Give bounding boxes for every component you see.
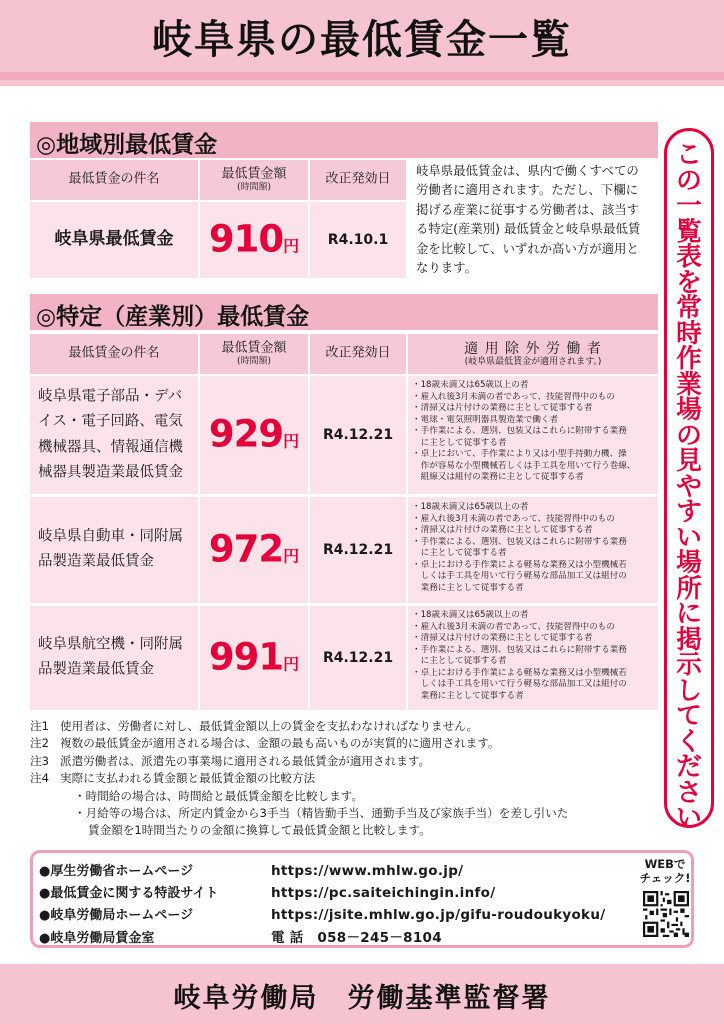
link-row-saiteichingin[interactable]: ●最低賃金に関する特設サイト https://pc.saiteichingin.info/	[39, 885, 496, 901]
note-detail: ・月給等の場合は、所定内賃金から3手当（精皆勤手当、通勤手当及び家族手当）を差し引いた	[74, 805, 569, 820]
specific-heading	[30, 294, 658, 330]
regional-date-cell: R4.10.1	[310, 202, 406, 278]
specific-col-wage: 最低賃金額 (時間額)	[200, 334, 308, 374]
regional-wage-cell	[200, 202, 308, 278]
note-item: 注2 複数の最低賃金が適用される場合は、金額の最も高いものが実質的に適用されます。	[30, 736, 500, 751]
wage-cell	[200, 606, 308, 710]
qr-label: WEBで チェック!	[639, 857, 691, 886]
footer-band	[0, 964, 724, 1024]
regional-name-cell: 岐阜県最低賃金	[30, 202, 198, 278]
title-band	[0, 0, 724, 86]
wage-cell	[200, 497, 308, 603]
exclusion-cell	[408, 497, 658, 603]
phone-number: 電 話 058－245－8104	[271, 930, 442, 946]
specific-col-name: 最低賃金の件名	[30, 334, 198, 374]
note-item: 注4 実際に支払われる賃金額と最低賃金額の比較方法	[30, 771, 316, 786]
link-row-gifu-roudoukyoku[interactable]: ●岐阜労働局ホームページ https://jsite.mhlw.go.jp/gifu-roudoukyoku/	[39, 907, 606, 923]
footer-text: 岐阜労働局 労働基準監督署	[173, 983, 551, 1014]
note-detail: ・時間給の場合は、時間給と最低賃金額を比較します。	[74, 788, 363, 803]
exclusion-cell	[408, 376, 658, 494]
industry-wage: 972円	[208, 527, 300, 571]
link-url[interactable]: https://www.mhlw.go.jp/	[271, 863, 464, 879]
regional-col-wage: 最低賃金額 (時間額)	[200, 160, 308, 200]
specific-col-exclusion: 適 用 除 外 労 働 者 (岐阜県最低賃金が適用されます。)	[408, 334, 658, 374]
regional-description: 岐阜県最低賃金は、県内で働くすべての 労働者に適用されます。ただし、下欄に 掲げる産業に従事する労働者は、該当す る特定(産業別) 最低賃金と岐阜県最低賃 金を比較して、いずれか高い方が適用と なります。	[416, 163, 641, 276]
date-cell: R4.12.21	[310, 497, 406, 603]
industry-name: 岐阜県航空機・同附属 品製造業最低賃金	[38, 636, 183, 678]
exclusion-list: ・18歳未満又は65歳以上の者 ・雇入れ後3月未満の者であって、技能習得中のもの ・清掃又は片付けの業務に主として従事する者 ・手作業による、選別、包装又はこれらに附帯する業務 に主として従事する者 ・卓上における手作業による軽易な業務又は小型機械若 しくは手工具を用いて行う軽易な部品加工又は組付の 業務に主として従事する者	[412, 502, 627, 593]
side-banner	[664, 128, 714, 833]
date-cell: R4.12.21	[310, 606, 406, 710]
note-item: 注3 派遣労働者は、派遣先の事業場に適用される最低賃金が適用されます。	[30, 753, 431, 768]
link-url[interactable]: https://pc.saiteichingin.info/	[271, 885, 496, 901]
table-row	[30, 376, 198, 494]
regional-col-name: 最低賃金の件名	[30, 160, 198, 200]
industry-wage: 991円	[208, 635, 300, 679]
side-banner-text: この一覧表を常時作業場の見やすい場所に掲示してください	[676, 140, 702, 833]
links-box	[30, 850, 694, 948]
note-detail: 賃金額を1時間当たりの金額に換算して最低賃金額と比較します。	[88, 823, 431, 838]
exclusion-list: ・18歳未満又は65歳以上の者 ・雇入れ後3月未満の者であって、技能習得中のもの ・清掃又は片付けの業務に主として従事する者 ・電球・電気照明器具製造業で働く者 ・手作業による、選別、包装又はこれらに附帯する業務 に主として従事する者 ・卓上において、手作業により又は小型手持動力機、操 作が容易な小型機械若しくは手工具を用いて行う巻線、 組線又は組付の業務に主として従事する者	[412, 380, 636, 483]
qr-code-icon[interactable]	[643, 891, 689, 937]
exclusion-list: ・18歳未満又は65歳以上の者 ・雇入れ後3月未満の者であって、技能習得中のもの ・清掃又は片付けの業務に主として従事する者 ・手作業による、選別、包装又はこれらに附帯する業務 に主として従事する者 ・卓上における手作業による軽易な業務又は小型機械若 しくは手工具を用いて行う軽易な部品加工又は組付の 業務に主として従事する者	[412, 610, 627, 701]
regional-wage: 910円	[208, 217, 300, 261]
date-cell: R4.12.21	[310, 376, 406, 494]
table-row	[30, 606, 198, 710]
notes	[30, 718, 660, 840]
link-row-wage-office: ●岐阜労働局賃金室 電 話 058－245－8104	[39, 930, 442, 946]
wage-cell	[200, 376, 308, 494]
regional-heading-text: ◎地域別最低賃金	[36, 132, 218, 158]
specific-heading-text: ◎特定（産業別）最低賃金	[36, 304, 310, 330]
page-title: 岐阜県の最低賃金一覧	[152, 17, 572, 63]
title-rule	[0, 72, 724, 80]
exclusion-cell	[408, 606, 658, 710]
note-item: 注1 使用者は、労働者に対し、最低賃金額以上の賃金を支払わなければなりません。	[30, 719, 479, 733]
table-row	[30, 497, 198, 603]
link-url[interactable]: https://jsite.mhlw.go.jp/gifu-roudoukyoku/	[271, 907, 606, 923]
industry-name: 岐阜県自動車・同附属 品製造業最低賃金	[38, 528, 183, 570]
specific-col-date: 改正発効日	[310, 334, 406, 374]
link-row-mhlw[interactable]: ●厚生労働省ホームページ https://www.mhlw.go.jp/	[39, 863, 464, 879]
industry-wage: 929円	[208, 412, 300, 456]
industry-name: 岐阜県電子部品・デバ イス・電子回路、電気 機械器具、情報通信機 械器具製造業最低賃金	[38, 388, 183, 481]
regional-col-date: 改正発効日	[310, 160, 406, 200]
regional-heading	[30, 122, 658, 158]
